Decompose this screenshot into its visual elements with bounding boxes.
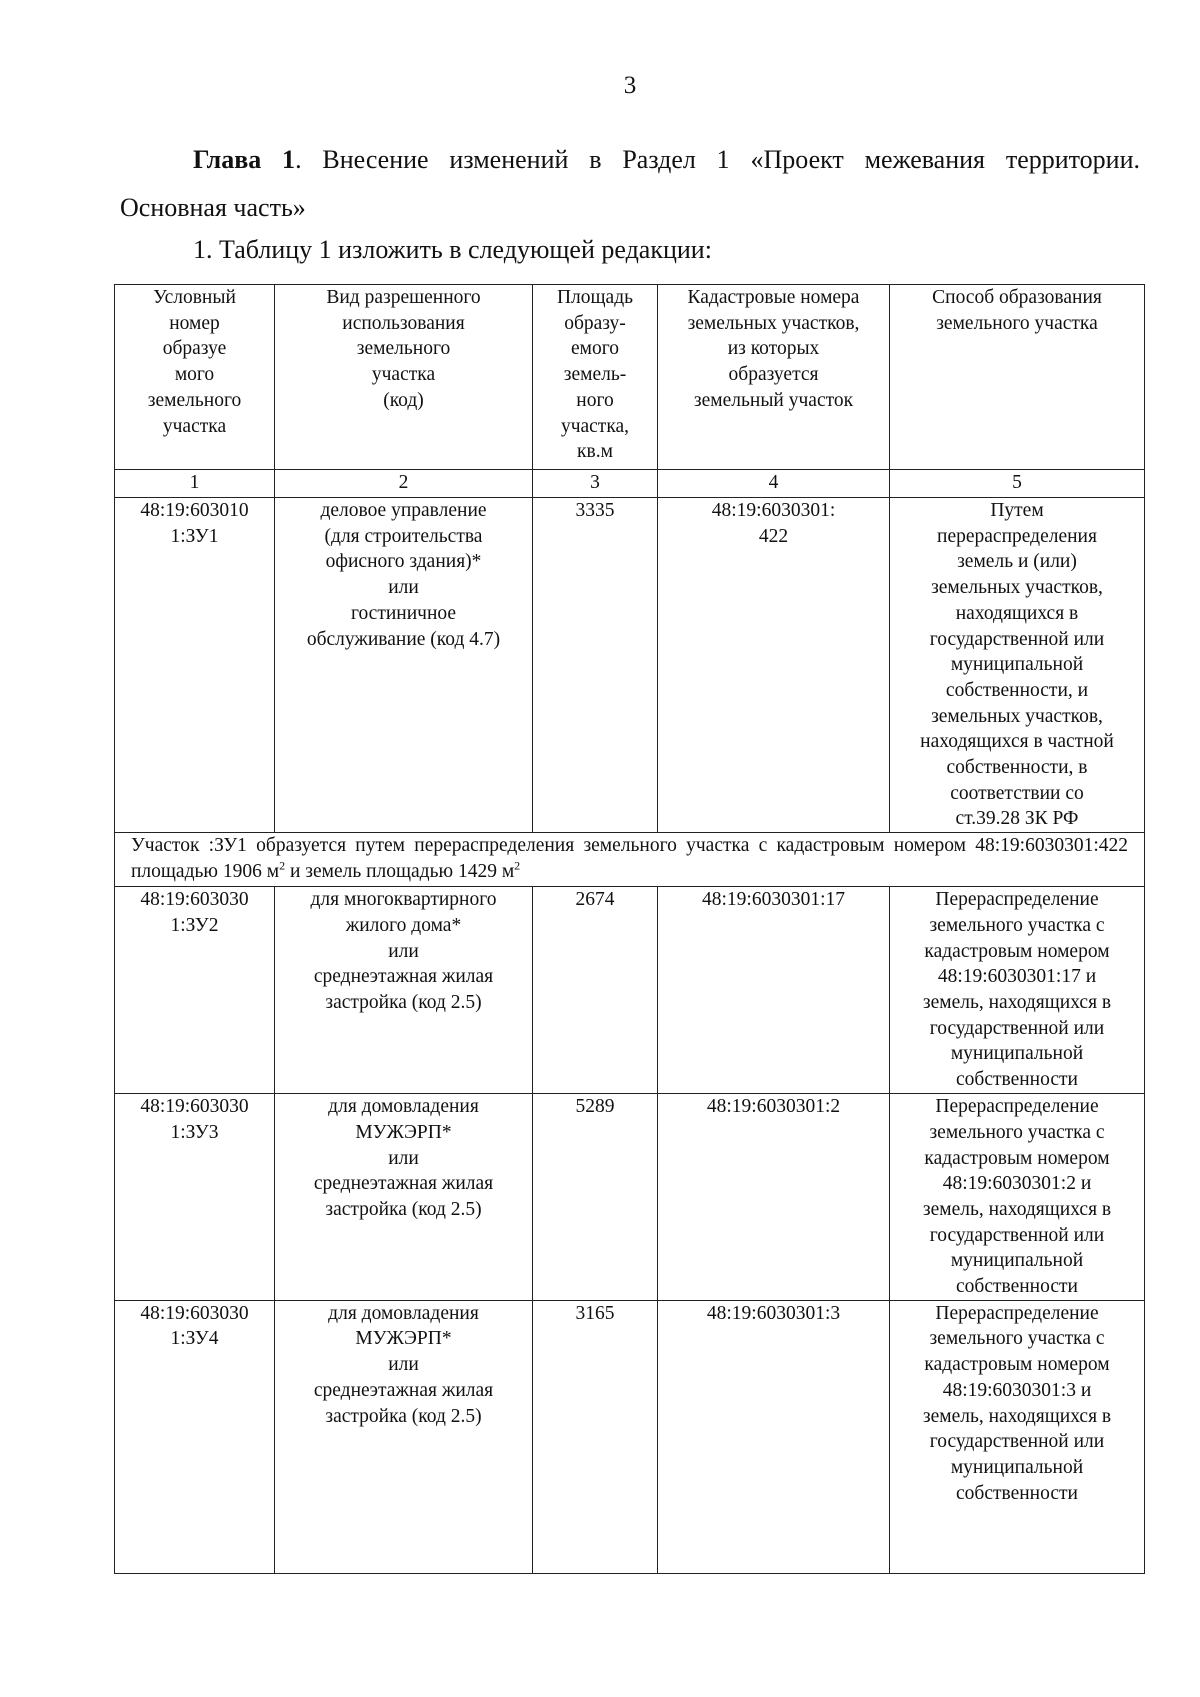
table-row <box>115 498 1145 833</box>
permitted-use-cell: для домовладения МУЖЭРП* или среднеэтажная жилая застройка (код 2.5) <box>275 1094 533 1301</box>
note-cell <box>115 833 1145 887</box>
header-cell: Вид разрешенного использования земельного участка (код) <box>275 285 533 470</box>
area-cell: 3165 <box>533 1300 658 1573</box>
formation-method-cell: Путем перераспределения земель и (или) земельных участков, находящихся в государственной или муниципальной собственности, и земельных участков, находящихся в частной собственности, в соответствии со ст.39.28 ЗК РФ <box>890 498 1145 833</box>
plot-number-cell: 48:19:603030 1:ЗУ3 <box>115 1094 275 1301</box>
land-plots-table <box>114 284 1145 1574</box>
column-number: 5 <box>890 470 1145 498</box>
header-cell: Условный номер образуе мого земельного участка <box>115 285 275 470</box>
formation-method-cell: Перераспределение земельного участка с кадастровым номером 48:19:6030301:3 и земель, находящихся в государственной или муниципальной собственности <box>890 1300 1145 1573</box>
note-superscript: 2 <box>514 858 521 873</box>
table-row <box>115 1094 1145 1301</box>
formation-method-cell: Перераспределение земельного участка с кадастровым номером 48:19:6030301:2 и земель, находящихся в государственной или муниципальной собственности <box>890 1094 1145 1301</box>
heading-line-1 <box>120 136 1140 184</box>
permitted-use-cell: для домовладения МУЖЭРП* или среднеэтажная жилая застройка (код 2.5) <box>275 1300 533 1573</box>
area-cell: 3335 <box>533 498 658 833</box>
plot-number-cell: 48:19:603030 1:ЗУ2 <box>115 887 275 1094</box>
note-text: и земель площадью 1429 м <box>285 860 515 882</box>
table-row <box>115 1300 1145 1573</box>
chapter-label: Глава 1 <box>193 145 296 174</box>
header-row <box>115 285 1145 470</box>
page-number: 3 <box>623 72 637 99</box>
area-cell: 5289 <box>533 1094 658 1301</box>
header-cell: Площадь образу- емого земель- ного участка, кв.м <box>533 285 658 470</box>
cadastral-numbers-cell: 48:19:6030301: 422 <box>658 498 890 833</box>
plot-number-cell: 48:19:603010 1:ЗУ1 <box>115 498 275 833</box>
note-row <box>115 833 1145 887</box>
column-number: 2 <box>275 470 533 498</box>
header-cell: Способ образования земельного участка <box>890 285 1145 470</box>
cadastral-numbers-cell: 48:19:6030301:3 <box>658 1300 890 1573</box>
permitted-use-cell: деловое управление (для строительства офисного здания)* или гостиничное обслуживание (код 4.7) <box>275 498 533 833</box>
chapter-heading <box>120 136 1140 232</box>
heading-title: . Внесение изменений в Раздел 1 «Проект межевания территории. <box>295 145 1140 174</box>
cadastral-numbers-cell: 48:19:6030301:17 <box>658 887 890 1094</box>
cadastral-numbers-cell: 48:19:6030301:2 <box>658 1094 890 1301</box>
permitted-use-cell: для многоквартирного жилого дома* или среднеэтажная жилая застройка (код 2.5) <box>275 887 533 1094</box>
column-number: 4 <box>658 470 890 498</box>
plot-number-cell: 48:19:603030 1:ЗУ4 <box>115 1300 275 1573</box>
header-cell: Кадастровые номера земельных участков, из которых образуется земельный участок <box>658 285 890 470</box>
note-superscript: 2 <box>279 858 286 873</box>
formation-method-cell: Перераспределение земельного участка с кадастровым номером 48:19:6030301:17 и земель, находящихся в государственной или муниципальной собственности <box>890 887 1145 1094</box>
column-number: 3 <box>533 470 658 498</box>
instruction-text: 1. Таблицу 1 изложить в следующей редакции: <box>193 235 712 264</box>
heading-line-2: Основная часть» <box>120 193 306 222</box>
table-row <box>115 887 1145 1094</box>
column-number: 1 <box>115 470 275 498</box>
note-text: Участок :ЗУ1 образуется путем перераспределения земельного участка с кадастровым номером 48:19:6030301:422 площадью 1906 м <box>131 835 1128 882</box>
area-cell: 2674 <box>533 887 658 1094</box>
column-number-row <box>115 470 1145 498</box>
